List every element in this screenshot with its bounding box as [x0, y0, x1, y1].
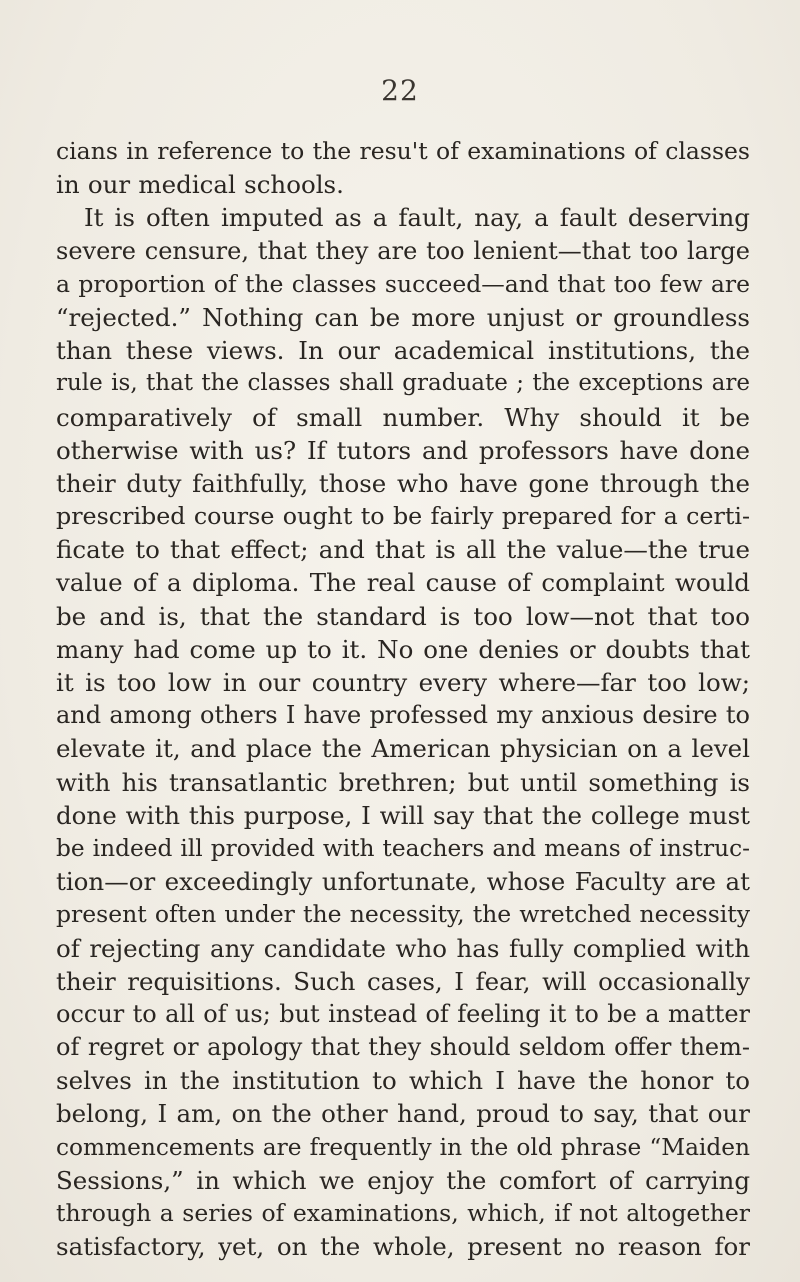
- text-line: and among others I have professed my anxious desire to: [56, 701, 750, 730]
- text-line: of rejecting any candidate who has fully complied with: [56, 933, 750, 963]
- text-line: selves in the institution to which I have the honor to: [56, 1066, 750, 1096]
- text-line: in our medical schools.: [56, 170, 344, 200]
- text-line: their requisitions. Such cases, I fear, will occasionally: [56, 966, 750, 996]
- body-text: [56, 135, 750, 1263]
- text-line: value of a diploma. The real cause of complaint would: [56, 568, 750, 598]
- text-line: elevate it, and place the American physician on a level: [56, 734, 750, 764]
- text-line: present often under the necessity, the wretched necessity: [56, 900, 750, 929]
- text-line: through a series of examinations, which, if not altogether: [56, 1199, 750, 1227]
- text-line: cians in reference to the resu't of examinations of classes: [56, 137, 750, 165]
- text-line: done with this purpose, I will say that the college must: [56, 800, 750, 830]
- text-line: otherwise with us? If tutors and professors have done: [56, 435, 750, 465]
- page-number: 22: [381, 74, 419, 107]
- text-line: of regret or apology that they should seldom offer them-: [56, 1033, 750, 1062]
- text-line: tion—or exceedingly unfortunate, whose Faculty are at: [56, 867, 750, 897]
- text-line: be and is, that the standard is too low—not that too: [56, 601, 750, 631]
- text-line: It is often imputed as a fault, nay, a fault deserving: [84, 203, 750, 233]
- text-line: satisfactory, yet, on the whole, present no reason for: [56, 1232, 750, 1262]
- text-line: occur to all of us; but instead of feeling it to be a matter: [56, 999, 750, 1028]
- text-line: ficate to that effect; and that is all the value—the true: [56, 535, 750, 565]
- text-line: than these views. In our academical institutions, the: [56, 336, 750, 366]
- text-line: rule is, that the classes shall graduate ; the exceptions are: [56, 370, 750, 397]
- text-line: it is too low in our country every where—far too low;: [56, 668, 750, 697]
- text-line: many had come up to it. No one denies or doubts that: [56, 634, 750, 664]
- text-line: prescribed course ought to be fairly prepared for a certi-: [56, 502, 750, 531]
- text-line: belong, I am, on the other hand, proud to say, that our: [56, 1099, 750, 1129]
- text-line: their duty faithfully, those who have gone through the: [56, 468, 750, 498]
- text-line: a proportion of the classes succeed—and that too few are: [56, 269, 750, 298]
- text-line: commencements are frequently in the old phrase “Maiden: [56, 1133, 750, 1161]
- text-line: comparatively of small number. Why should it be: [56, 402, 750, 432]
- text-line: with his transatlantic brethren; but until something is: [56, 767, 750, 797]
- text-line: be indeed ill provided with teachers and means of instruc-: [56, 834, 750, 862]
- text-line: Sessions,” in which we enjoy the comfort of carrying: [56, 1165, 750, 1195]
- text-line: severe censure, that they are too lenient—that too large: [56, 236, 750, 265]
- text-line: “rejected.” Nothing can be more unjust or groundless: [56, 302, 750, 332]
